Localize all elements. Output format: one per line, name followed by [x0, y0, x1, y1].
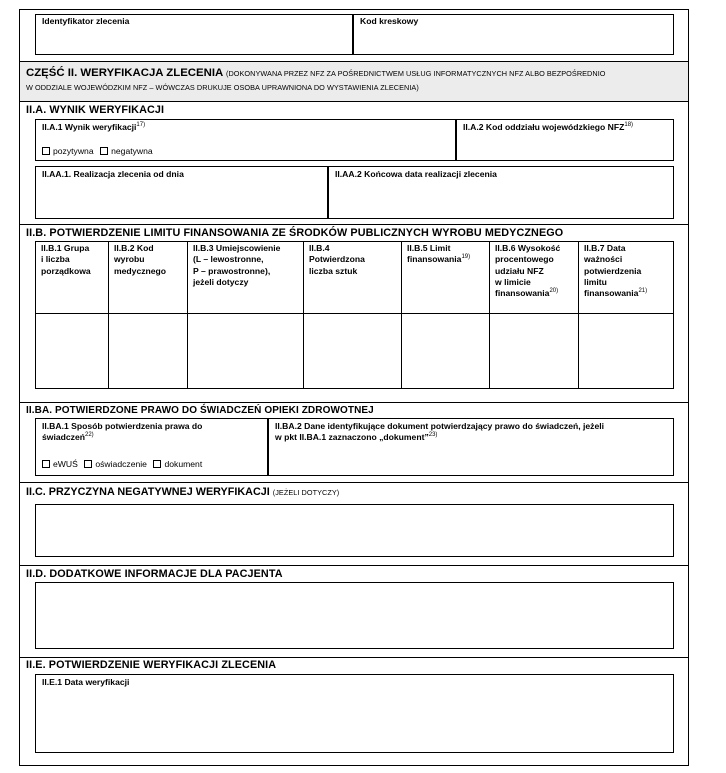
ba1-footnote: 22): [85, 432, 94, 439]
a2-field[interactable]: [456, 119, 674, 161]
a2-label-text: II.A.2 Kod oddziału wojewódzkiego NFZ: [463, 122, 625, 132]
checkbox-declaration[interactable]: [84, 460, 92, 468]
order-id-label: Identyfikator zlecenia: [42, 16, 130, 26]
a1-label-text: II.A.1 Wynik weryfikacji: [42, 122, 137, 132]
barcode-field[interactable]: [353, 14, 674, 55]
column-header-b1: [41, 243, 91, 277]
table-cell[interactable]: [401, 314, 489, 390]
divider: [20, 482, 688, 483]
header-line: medycznego: [114, 265, 167, 276]
ba1-label-text: świadczeń: [42, 432, 85, 442]
ba1-field: [35, 418, 268, 476]
table-cell[interactable]: [578, 314, 675, 390]
option-document-label: dokument: [164, 459, 203, 469]
a2-label: [463, 122, 633, 133]
header-line-with-footnote: [407, 254, 470, 265]
a1-options: [42, 146, 157, 156]
footnote: 20): [549, 288, 559, 295]
footnote: 19): [461, 254, 471, 261]
option-negative-label: negatywna: [111, 146, 153, 156]
a1-label: [42, 122, 145, 133]
a1-field: [35, 119, 456, 161]
header-line: II.B.5 Limit: [407, 243, 451, 253]
column-header-b2: [114, 243, 166, 277]
column-header-b7: [584, 243, 647, 299]
header-line: finansowania: [495, 288, 550, 299]
header-line: finansowania: [584, 288, 639, 299]
ba1-label-line-2: [42, 432, 202, 443]
ba1-label-line: II.BA.1 Sposób potwierdzenia prawa do: [42, 421, 203, 431]
ba2-label-line-2: [275, 432, 604, 443]
ba2-field[interactable]: [268, 418, 674, 476]
header-line: w limicie: [495, 276, 531, 287]
barcode-label: Kod kreskowy: [360, 16, 419, 26]
aa2-label: II.AA.2 Końcowa data realizacji zlecenia: [335, 169, 497, 179]
patient-info-field[interactable]: [35, 582, 674, 649]
header-line: wyrobu: [114, 254, 145, 265]
header-line: ważności: [584, 254, 623, 265]
header-line: II.B.1 Grupa: [41, 243, 90, 253]
section-b-title: II.B. POTWIERDZENIE LIMITU FINANSOWANIA ZE ŚRODKÓW PUBLICZNYCH WYROBU MEDYCZNEGO: [26, 227, 564, 239]
option-positive-label: pozytywna: [53, 146, 94, 156]
header-line: i liczba: [41, 254, 70, 265]
negative-reason-field[interactable]: [35, 504, 674, 557]
header-line: porządkowa: [41, 265, 91, 276]
section-c-title-row: [26, 486, 339, 499]
header-line: II.B.7 Data: [584, 243, 626, 253]
option-ewus-label: eWUŚ: [53, 459, 78, 469]
header-line: limitu: [584, 276, 607, 287]
header-line: jeżeli dotyczy: [193, 276, 249, 287]
checkbox-document[interactable]: [153, 460, 161, 468]
header-line: liczba sztuk: [309, 265, 358, 276]
aa2-field[interactable]: [328, 166, 674, 219]
column-header-b5: [407, 243, 470, 266]
limit-table: [35, 241, 674, 389]
ba1-label: [42, 421, 202, 443]
part2-title-row: [26, 67, 606, 80]
a2-footnote: 18): [624, 122, 634, 129]
header-line: (L – lewostronne,: [193, 254, 264, 265]
part2-subtitle-1: (DOKONYWANA PRZEZ NFZ ZA POŚREDNICTWEM USŁUG INFORMATYCZNYCH NFZ ALBO BEZPOŚREDNIO: [225, 69, 606, 78]
ba2-label-line: II.BA.2 Dane identyfikujące dokument potwierdzający prawo do świadczeń, jeżeli: [275, 421, 605, 431]
footnote: 21): [638, 288, 648, 295]
ba2-label-text: w pkt II.BA.1 zaznaczono „dokument”: [275, 432, 429, 442]
table-cell[interactable]: [489, 314, 578, 390]
section-ba-title: II.BA. POTWIERDZONE PRAWO DO ŚWIADCZEŃ OPIEKI ZDROWOTNEJ: [26, 405, 374, 416]
header-line-with-footnote: [495, 288, 560, 299]
table-cell[interactable]: [108, 314, 187, 390]
divider: [20, 565, 688, 566]
option-declaration-label: oświadczenie: [95, 459, 147, 469]
header-line: II.B.6 Wysokość: [495, 243, 561, 253]
header-line: Potwierdzona: [309, 254, 365, 265]
section-a-title: II.A. WYNIK WERYFIKACJI: [26, 104, 165, 116]
part2-title: CZĘŚĆ II. WERYFIKACJA ZLECENIA: [26, 67, 223, 79]
header-line: II.B.4: [309, 243, 330, 253]
section-c-note: (JEŻELI DOTYCZY): [272, 488, 340, 497]
aa1-field[interactable]: [35, 166, 328, 219]
divider: [20, 402, 688, 403]
form-page: [19, 9, 689, 766]
column-header-b3: [193, 243, 280, 288]
order-id-field[interactable]: [35, 14, 353, 55]
part2-subtitle-2: W ODDZIALE WOJEWÓDZKIM NFZ – WÓWCZAS DRUKUJE OSOBA UPRAWNIONA DO WYSTAWIENIA ZLECENIA): [26, 83, 419, 92]
verification-date-field[interactable]: [35, 674, 674, 753]
column-header-b6: [495, 243, 560, 299]
checkbox-negative[interactable]: [100, 147, 108, 155]
header-line: potwierdzenia: [584, 265, 642, 276]
ba1-options: [42, 459, 206, 469]
a1-footnote: 17): [136, 122, 146, 129]
section-c-title: II.C. PRZYCZYNA NEGATYWNEJ WERYFIKACJI: [26, 486, 270, 498]
section-d-title: II.D. DODATKOWE INFORMACJE DLA PACJENTA: [26, 568, 283, 580]
table-cell[interactable]: [36, 314, 108, 390]
header-line: II.B.2 Kod: [114, 243, 154, 253]
table-cell[interactable]: [303, 314, 401, 390]
table-cell[interactable]: [187, 314, 303, 390]
header-line-with-footnote: [584, 288, 647, 299]
header-line: P – prawostronne),: [193, 265, 271, 276]
ba2-label: [275, 421, 604, 443]
checkbox-ewus[interactable]: [42, 460, 50, 468]
header-line: finansowania: [407, 254, 462, 265]
column-header-b4: [309, 243, 365, 277]
e1-label: II.E.1 Data weryfikacji: [42, 677, 130, 687]
divider: [20, 657, 688, 658]
checkbox-positive[interactable]: [42, 147, 50, 155]
header-line: procentowego: [495, 254, 554, 265]
divider: [20, 224, 688, 225]
ba2-footnote: 23): [428, 432, 438, 439]
header-line: II.B.3 Umiejscowienie: [193, 243, 281, 253]
header-line: udziału NFZ: [495, 265, 544, 276]
section-e-title: II.E. POTWIERDZENIE WERYFIKACJI ZLECENIA: [26, 659, 277, 671]
aa1-label: II.AA.1. Realizacja zlecenia od dnia: [42, 169, 184, 179]
divider: [20, 101, 688, 102]
